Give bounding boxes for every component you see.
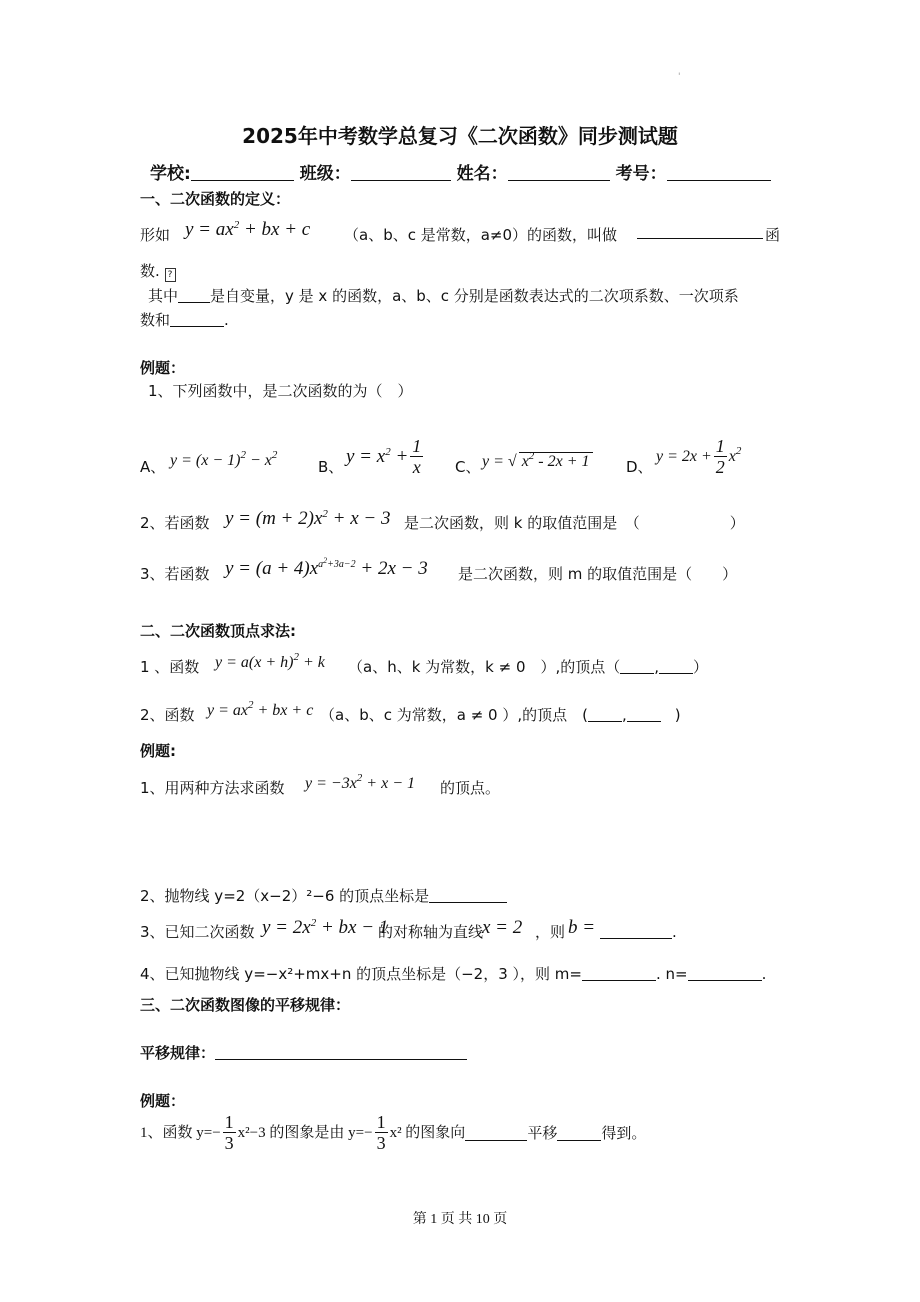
number-label: 考号： [615, 164, 667, 184]
s2-l2-formula: $y = ax^2$ + bx + c [207, 699, 314, 719]
class-blank[interactable] [351, 164, 451, 181]
s2-l1-prefix: 1 、函数 [140, 658, 200, 676]
option-d-formula: y = 2x + $\frac{1}{2}$ $x^2$ [656, 436, 742, 477]
s2-l2-blank-x[interactable] [588, 705, 622, 722]
class-label: 班级： [299, 164, 351, 184]
s2-q4-blank-n[interactable] [688, 964, 762, 981]
name-label: 姓名： [456, 164, 508, 184]
s1-example-heading: 例题： [140, 359, 186, 377]
s1-var-blank[interactable] [178, 286, 210, 303]
name-blank[interactable] [508, 164, 610, 181]
section2-heading: 二、二次函数顶点求法: [140, 622, 296, 640]
s1-q2-suffix: 是二次函数，则 k 的取值范围是 （ ） [404, 514, 745, 532]
s1-q2-prefix: 2、若函数 [140, 514, 210, 532]
s1-q2-formula: $y = (m + 2)x^2 + x - 3$ [225, 508, 391, 529]
school-blank[interactable] [191, 164, 294, 181]
section3-heading: 三、二次函数图像的平移规律： [140, 996, 351, 1014]
option-b-label: B、 [318, 458, 344, 476]
s3-q1-blank-units[interactable] [557, 1124, 601, 1141]
s2-l1-blank-x[interactable] [620, 657, 654, 674]
section1-heading: 一、二次函数的定义： [140, 190, 291, 208]
s2-example-heading: 例题: [140, 742, 176, 760]
option-a-label: A、 [140, 458, 166, 476]
option-a-formula: $y = (x - 1)^2 - x^2$ [170, 449, 278, 469]
s2-l1-blank-y[interactable] [659, 657, 693, 674]
s1-def-blank[interactable] [637, 222, 763, 239]
s2-q3-formula: $y = 2x^2$ + bx − 1 [262, 917, 389, 938]
s3-rule-blank[interactable] [215, 1043, 467, 1060]
s2-l1-line: （a、h、k 为常数，k ≠ 0 ）,的顶点（ , ） [348, 658, 709, 676]
s3-q1: 1、函数 y=− $\frac{1}{3}$ x²−3 的图象是由 y=− $\frac{1}{3}$ x² 的图象向 平移 得到。 [140, 1112, 647, 1153]
s2-l2-line: （a、b、c 为常数，a ≠ 0 ）,的顶点 ( , ) [320, 706, 681, 724]
s1-q1: 1、下列函数中，是二次函数的为（ ） [148, 382, 413, 400]
s2-q3-then: ，则 [535, 923, 566, 941]
s1-def-cond: （a、b、c 是常数，a≠0）的函数，叫做 [344, 226, 618, 244]
s1-def-formula: $y = ax^2$ + bx + c [185, 219, 311, 240]
s3-q1-blank-direction[interactable] [465, 1124, 527, 1141]
option-c-formula: y = √ $x^2 - 2x + 1$ [482, 452, 593, 471]
s2-l1-formula: $y = a(x + h)^2 + k$ [215, 651, 325, 671]
s1-q3-prefix: 3、若函数 [140, 565, 210, 583]
s2-q4: 4、已知抛物线 y=−x²+mx+n 的顶点坐标是（−2，3 ），则 m= . n= . [140, 965, 767, 983]
option-d-label: D、 [626, 458, 653, 476]
option-b-formula: $y = x^2$ + $\frac{1}{x}$ [346, 436, 422, 477]
s2-q3-prefix: 3、已知二次函数 [140, 923, 255, 941]
page-title: 2025年中考数学总复习《二次函数》同步测试题 [242, 124, 678, 148]
page-footer: 第 1 页 共 10 页 [412, 1212, 508, 1227]
s1-line4: 数和 . [140, 311, 229, 329]
s1-const-blank[interactable] [170, 310, 224, 327]
number-blank[interactable] [667, 164, 771, 181]
missing-glyph-icon: ? [165, 268, 176, 282]
s2-q2-blank[interactable] [429, 886, 507, 903]
s2-q4-blank-m[interactable] [582, 964, 656, 981]
s2-q1-formula: $y = -3x^2 + x - 1$ [305, 772, 415, 792]
s1-def-line2: 数. ? [140, 260, 176, 282]
s2-q2: 2、抛物线 y=2（x−2）²−6 的顶点坐标是 [140, 885, 507, 907]
s2-l2-prefix: 2、函数 [140, 706, 195, 724]
s2-q3-axis: x = 2 [482, 917, 523, 938]
school-label: 学校: [150, 164, 191, 184]
s1-def-prefix: 形如 [140, 226, 171, 244]
s3-example-heading: 例题： [140, 1092, 186, 1110]
s1-def-suffix: 函 [765, 226, 781, 244]
s2-l2-blank-y[interactable] [627, 705, 661, 722]
student-info-line [150, 162, 771, 186]
header-mark: ' [678, 72, 681, 82]
s1-q3-suffix: 是二次函数，则 m 的取值范围是（ ） [458, 565, 738, 583]
s2-q1-prefix: 1、用两种方法求函数 [140, 779, 285, 797]
s1-q3-formula: $y = (a + 4)x^{a^2+3a-2} + 2x - 3$ [225, 556, 428, 579]
s2-q1-suffix: 的顶点。 [440, 779, 501, 797]
option-c-label: C、 [455, 458, 481, 476]
s2-q3-mid: 的对称轴为直线 [378, 923, 484, 941]
s2-q3-b: b = [568, 917, 596, 938]
s3-rule: 平移规律： [140, 1042, 467, 1064]
s1-line3: 其中 是自变量，y 是 x 的函数，a、b、c 分别是函数表达式的二次项系数、一次项系 [148, 287, 739, 305]
s2-q3-end: . [600, 921, 677, 943]
s2-q3-blank[interactable] [600, 922, 672, 939]
